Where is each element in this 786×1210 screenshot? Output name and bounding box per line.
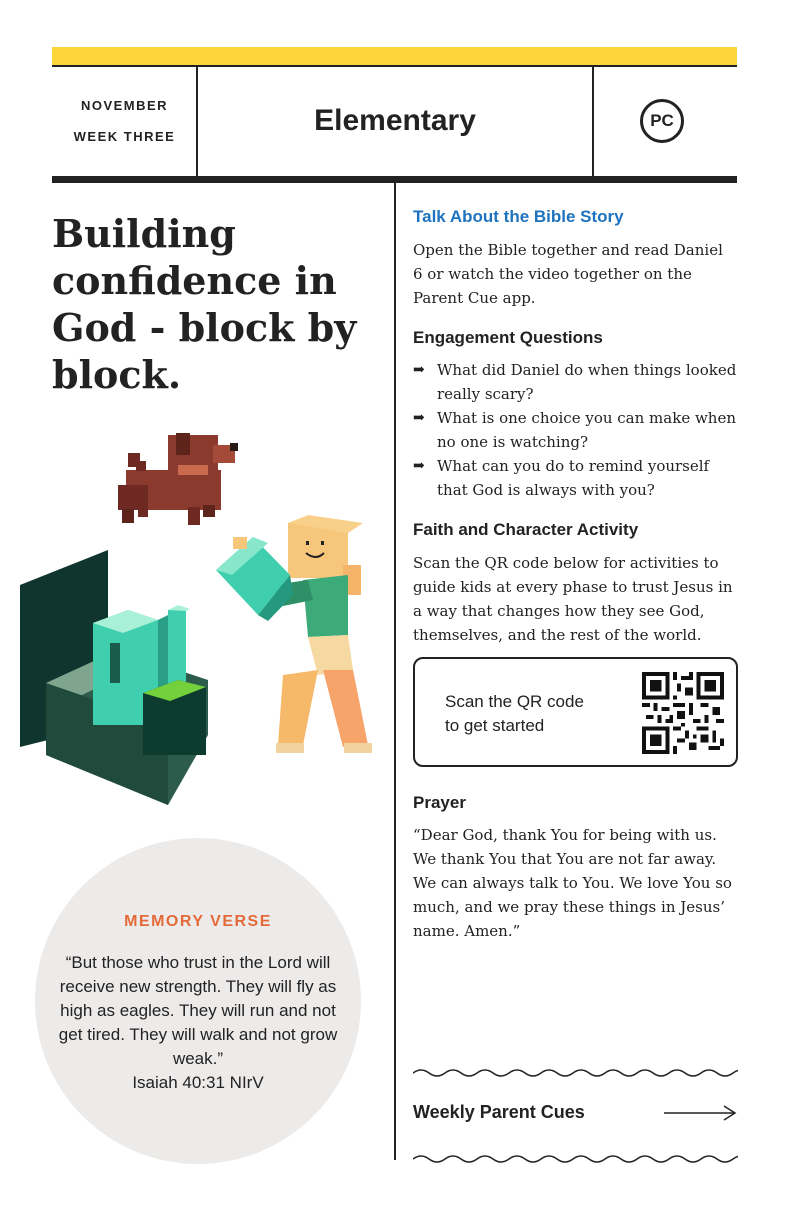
parent-cue-logo: PC — [640, 99, 684, 143]
list-item: ➡ What did Daniel do when things looked really scary? — [413, 358, 738, 406]
month-label: NOVEMBER — [80, 98, 169, 113]
list-item: ➡ What is one choice you can make when no one is watching? — [413, 406, 738, 454]
memory-verse-label: MEMORY VERSE — [124, 913, 272, 930]
page-title: Elementary — [314, 104, 476, 137]
page-header — [52, 65, 737, 177]
illustration-kid-with-blocks — [18, 425, 378, 810]
list-item: ➡ What can you do to remind yourself that God is always with you? — [413, 454, 738, 502]
bible-story-text: Open the Bible together and read Daniel 6 or watch the video together on the Parent Cue app. — [413, 241, 723, 307]
kid-figure — [273, 515, 372, 753]
date-block — [52, 65, 197, 177]
arrow-bullet-icon: ➡ — [413, 458, 425, 474]
wavy-divider — [413, 1067, 738, 1079]
qr-code-icon[interactable] — [641, 672, 725, 754]
qr-code-card[interactable] — [413, 657, 738, 767]
qr-instructions: Scan the QR code to get started — [445, 692, 584, 735]
bible-story-heading: Talk About the Bible Story — [413, 207, 624, 226]
prayer-heading: Prayer — [413, 793, 466, 812]
weekly-parent-cues-link[interactable]: Weekly Parent Cues — [413, 1102, 585, 1122]
wavy-divider — [413, 1153, 738, 1165]
column-divider — [394, 183, 396, 1160]
week-label: WEEK THREE — [73, 129, 176, 144]
headline: Building confidence in God - block by block. — [52, 211, 357, 397]
arrow-bullet-icon: ➡ — [413, 410, 425, 426]
activity-heading: Faith and Character Activity — [413, 520, 639, 539]
dog-icon — [118, 433, 238, 525]
verse-quote: “But those who trust in the Lord will receive new strength. They will fly as high as eagles. They will run and not get tired. They will walk and not grow weak.” — [58, 953, 338, 1068]
activity-text: Scan the QR code below for activities to guide kids at every phase to trust Jesus in a way that changes how they see God, themselves, and the rest of the world. — [413, 554, 733, 644]
memory-verse-text — [55, 951, 341, 1095]
verse-reference: Isaiah 40:31 NIrV — [132, 1073, 264, 1092]
arrow-bullet-icon: ➡ — [413, 362, 425, 378]
prayer-text: “Dear God, thank You for being with us. We thank You that You are not far away. We can always talk to You. We love You so much, and we pray these things in Jesus’ name. Amen.” — [413, 826, 732, 940]
right-arrow-icon[interactable] — [662, 1103, 738, 1123]
header-divider — [592, 65, 594, 177]
engagement-questions — [413, 358, 738, 502]
header-rule — [52, 176, 737, 183]
engagement-heading: Engagement Questions — [413, 328, 603, 347]
top-accent-bar — [52, 47, 737, 67]
